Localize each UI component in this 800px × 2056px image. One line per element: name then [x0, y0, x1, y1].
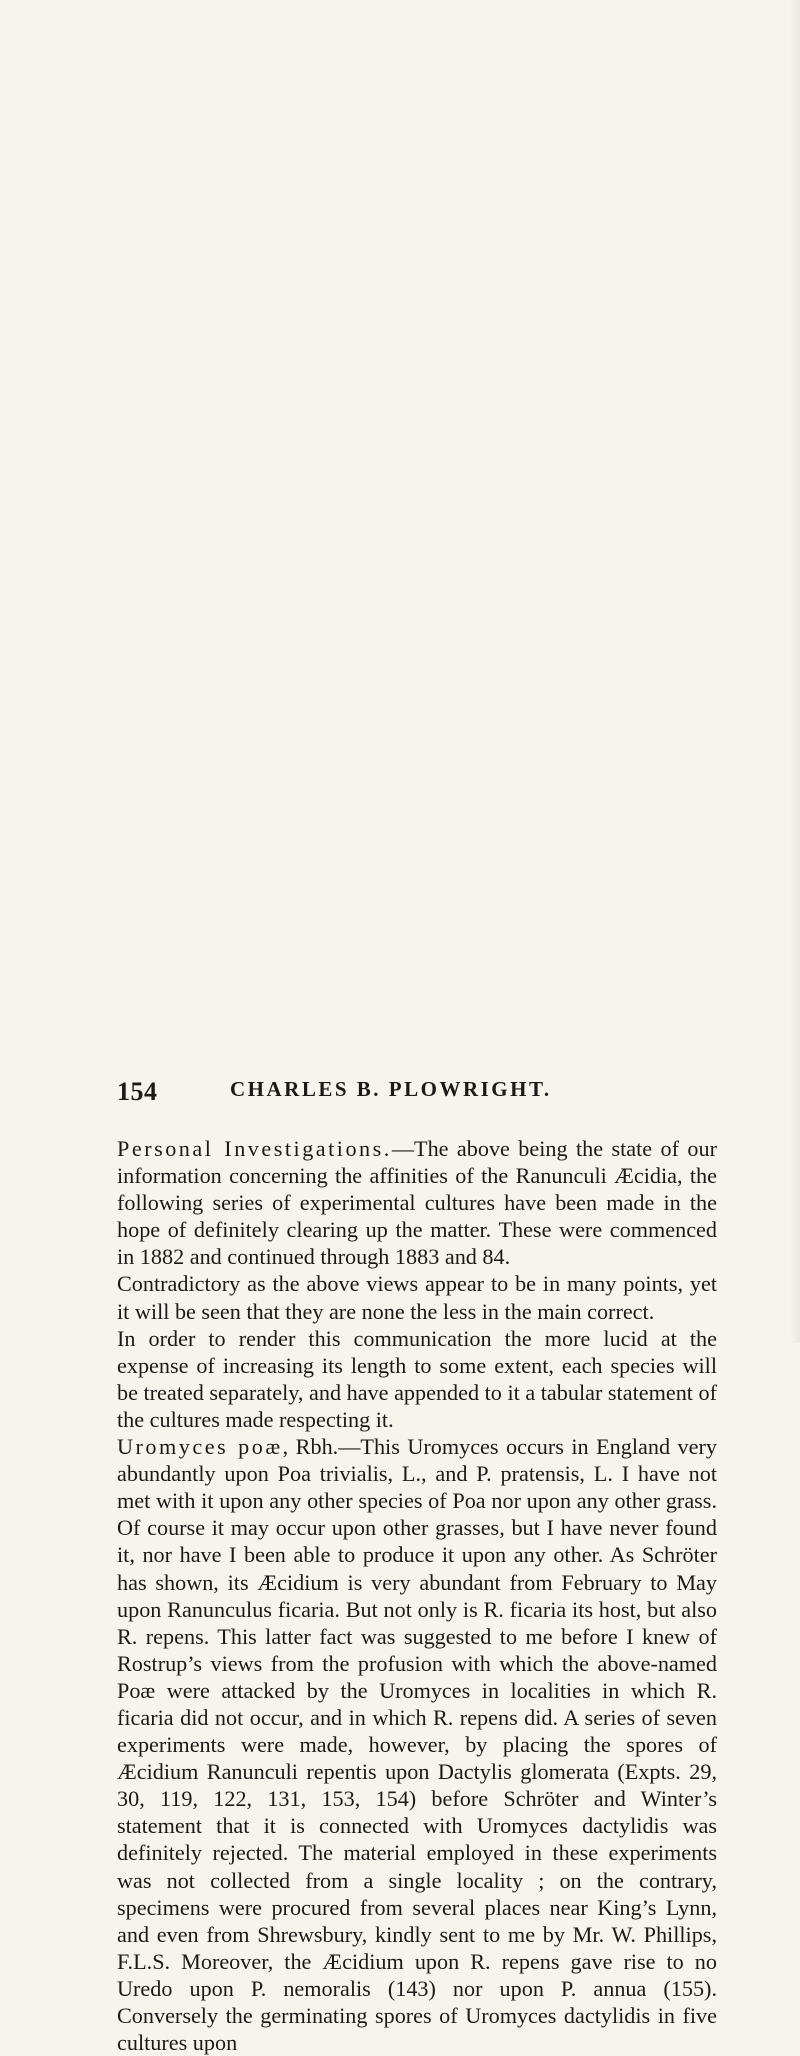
paragraph-order [117, 1325, 717, 1433]
page-number: 154 [117, 1077, 158, 1106]
paragraph-personal-investigations [117, 1135, 717, 1270]
paragraph-text: In order to render this communication the more lucid at the expense of increasing its length to some extent, each species will be treated separately, and have appended to it a tabular statement of the cultures made respecting it. [117, 1325, 717, 1432]
section-lead-personal-investigations: Personal Investigations. [117, 1136, 392, 1161]
body-text [117, 1135, 717, 2056]
paragraph-text: , Rbh.—This Uromyces occurs in England very abundantly upon Poa trivialis, L., and P. pratensis, L. I have not met with it upon any other species of Poa nor upon any other grass. Of course it may occur upon other grasses, but I have never found it, nor have I been able to produce it upon any other. As Schröter has shown, its Æcidium is very abundant from February to May upon Ranunculus ficaria. But not only is R. ficaria its host, but also R. repens. This latter fact was suggested to me before I knew of Rostrup’s views from the profusion with which the above-named Poæ were attacked by the Uromyces in localities in which R. ficaria did not occur, and in which R. repens did. A series of seven experiments were made, however, by placing the spores of Æcidium Ranunculi repentis upon Dactylis glomerata (Expts. 29, 30, 119, 122, 131, 153, 154) before Schröter and Winter’s statement that it is connected with Uromyces dactylidis was definitely rejected. The material employed in these experiments was not collected from a single locality ; on the contrary, specimens were procured from several places near King’s Lynn, and even from Shrewsbury, kindly sent to me by Mr. W. Phillips, F.L.S. Moreover, the Æcidium upon R. repens gave rise to no Uredo upon P. nemoralis (143) nor upon P. annua (155). Conversely the germinating spores of Uromyces dactylidis in five cultures upon [117, 1434, 717, 2056]
paragraph-text: Contradictory as the above views appear to be in many points, yet it will be seen that they are none the less in the main correct. [117, 1271, 717, 1324]
paragraph-contradictory [117, 1270, 717, 1324]
running-head [0, 1077, 800, 1107]
running-head-author: CHARLES B. PLOWRIGHT. [230, 1077, 552, 1101]
paragraph-text: —The above being the state of our information concerning the affinities of the Ranunculi Æcidia, the following series of experimental cultures have been made in the hope of definitely clearing up the matter. These were commenced in 1882 and continued through 1883 and 84. [117, 1136, 718, 1270]
page-edge-shadow [790, 0, 800, 1343]
section-lead-uromyces-poae: Uromyces poæ [117, 1434, 283, 1460]
paragraph-uromyces-poae [117, 1433, 717, 2056]
